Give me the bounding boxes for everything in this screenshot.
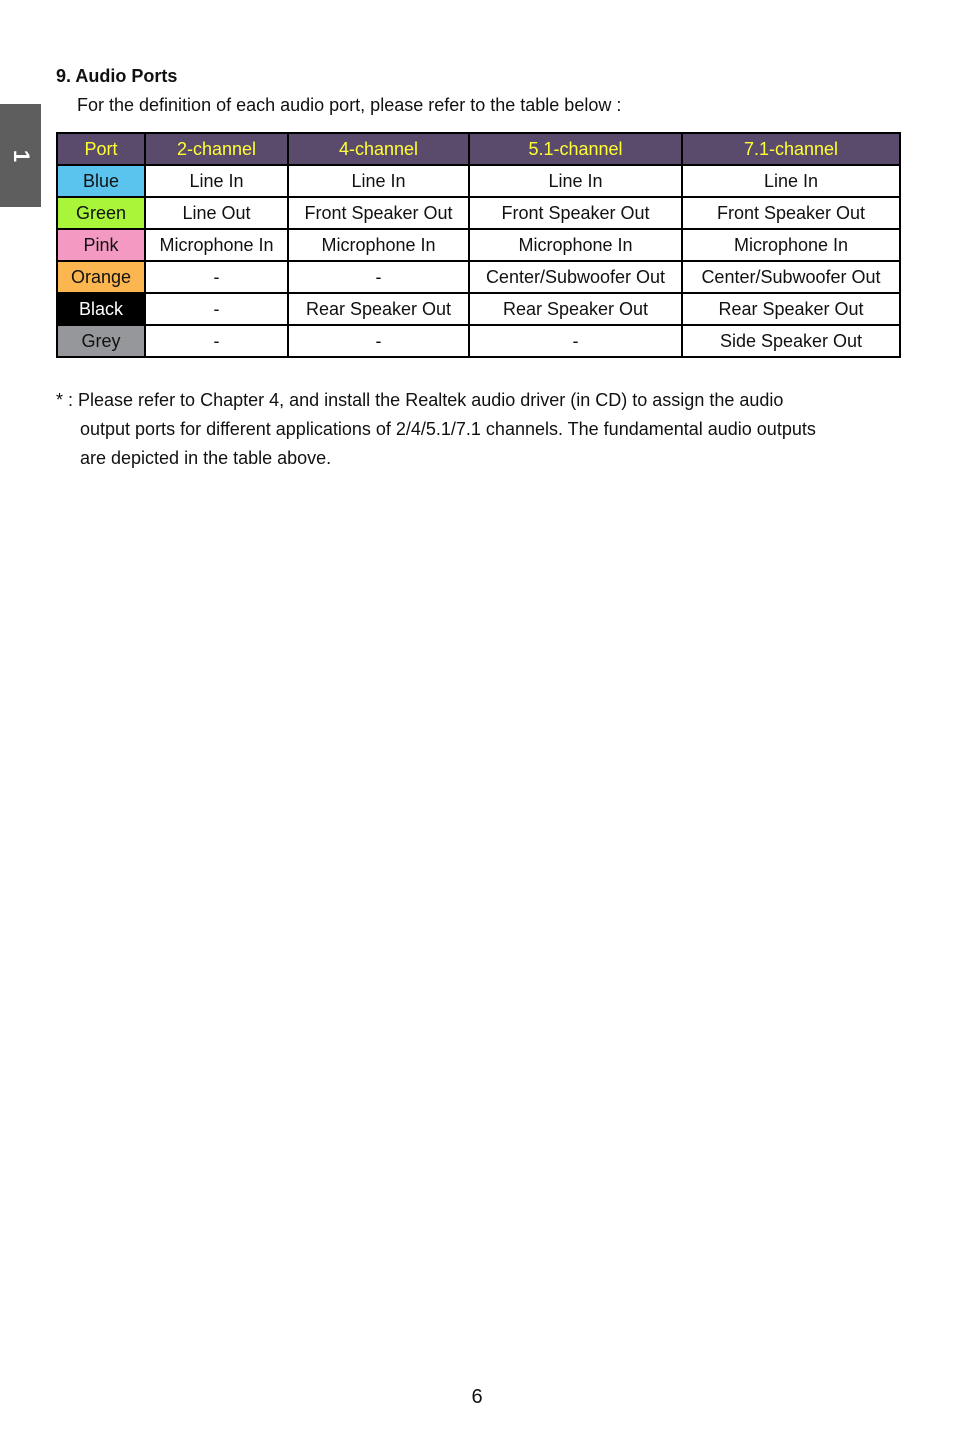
column-header: 4-channel (288, 133, 469, 165)
column-header: 5.1-channel (469, 133, 682, 165)
table-row (57, 229, 900, 261)
table-cell: Line In (682, 165, 900, 197)
table-cell: Rear Speaker Out (469, 293, 682, 325)
table-cell: Center/Subwoofer Out (469, 261, 682, 293)
footnote-line: output ports for different applications of 2/4/5.1/7.1 channels. The fundamental audio outputs (80, 419, 816, 439)
column-header: 2-channel (145, 133, 288, 165)
footnote-line: * : Please refer to Chapter 4, and install the Realtek audio driver (in CD) to assign the audio (56, 390, 784, 410)
table-cell: Rear Speaker Out (682, 293, 900, 325)
chapter-tab (0, 104, 41, 207)
table-cell: Center/Subwoofer Out (682, 261, 900, 293)
table-row (57, 197, 900, 229)
table-cell: - (469, 325, 682, 357)
port-color-cell: Pink (57, 229, 145, 261)
table-cell: Microphone In (469, 229, 682, 261)
audio-ports-table (56, 132, 901, 358)
column-header: Port (57, 133, 145, 165)
column-header: 7.1-channel (682, 133, 900, 165)
table-cell: Front Speaker Out (288, 197, 469, 229)
table-cell: - (288, 325, 469, 357)
table-cell: Front Speaker Out (469, 197, 682, 229)
table-cell: Line In (469, 165, 682, 197)
table-cell: Microphone In (288, 229, 469, 261)
table-header-row (57, 133, 900, 165)
table-cell: Line Out (145, 197, 288, 229)
table-cell: - (145, 293, 288, 325)
footnote-line: are depicted in the table above. (80, 448, 332, 468)
table-row (57, 261, 900, 293)
port-color-cell: Grey (57, 325, 145, 357)
table-cell: Front Speaker Out (682, 197, 900, 229)
port-color-cell: Orange (57, 261, 145, 293)
section-intro: For the definition of each audio port, please refer to the table below : (77, 95, 622, 115)
table-cell: Line In (288, 165, 469, 197)
port-color-cell: Black (57, 293, 145, 325)
table-row (57, 325, 900, 357)
table-cell: Microphone In (682, 229, 900, 261)
port-color-cell: Green (57, 197, 145, 229)
table-cell: Line In (145, 165, 288, 197)
table-cell: - (145, 325, 288, 357)
table-cell: - (288, 261, 469, 293)
chapter-tab-label: 1 (8, 149, 34, 162)
footnote (56, 386, 906, 473)
page-number: 6 (471, 1386, 483, 1408)
table-row (57, 293, 900, 325)
table-row (57, 165, 900, 197)
section-title: 9. Audio Ports (56, 66, 178, 86)
table-cell: - (145, 261, 288, 293)
table-cell: Microphone In (145, 229, 288, 261)
table-cell: Rear Speaker Out (288, 293, 469, 325)
port-color-cell: Blue (57, 165, 145, 197)
table-cell: Side Speaker Out (682, 325, 900, 357)
